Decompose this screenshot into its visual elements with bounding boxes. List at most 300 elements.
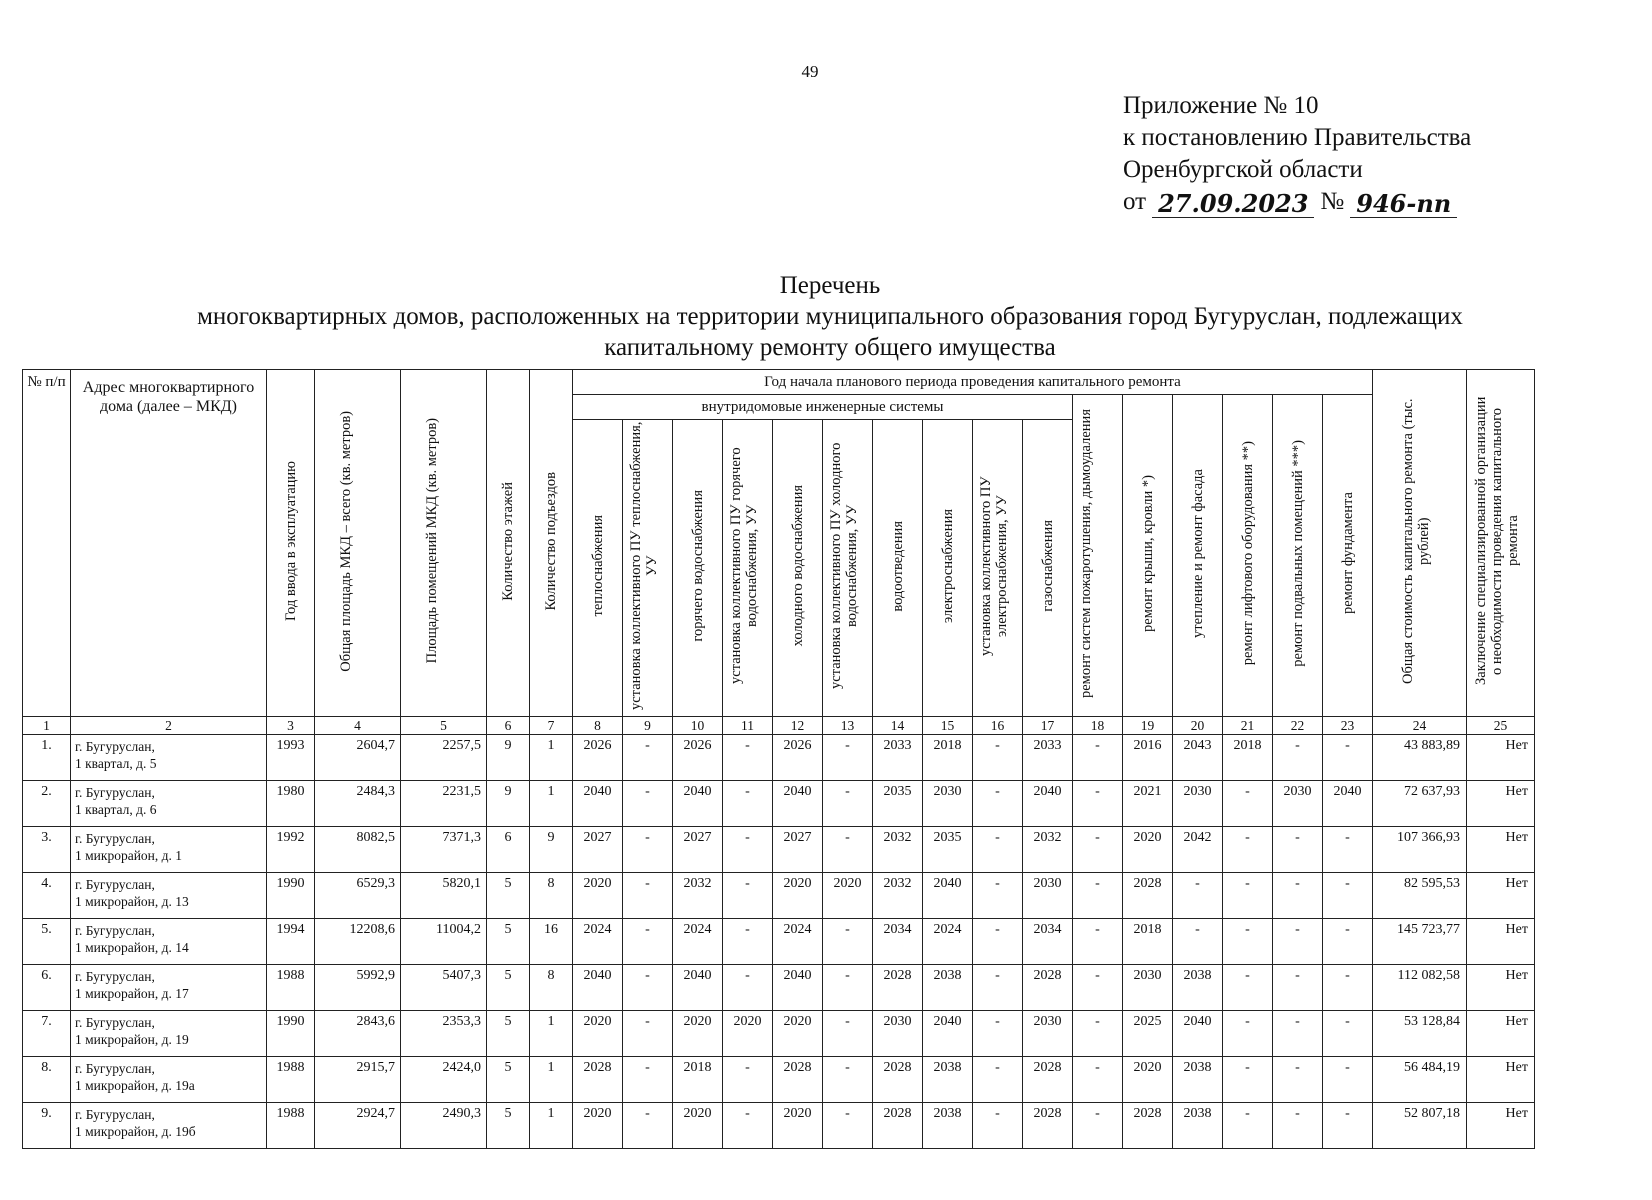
address-city: г. Бугуруслан, [75, 969, 155, 984]
appendix-block [1123, 90, 1471, 218]
table-cell: 2040 [673, 781, 723, 827]
table-cell: 2038 [1173, 1103, 1223, 1149]
address-house: 1 микрорайон, д. 19б [75, 1124, 196, 1139]
address-city: г. Бугуруслан, [75, 877, 155, 892]
table-cell: - [1323, 1011, 1373, 1057]
table-cell: - [1273, 1011, 1323, 1057]
header-c22: ремонт подвальных помещений ***) [1273, 395, 1323, 717]
table-cell: 16 [530, 919, 573, 965]
table-cell: 5820,1 [401, 873, 487, 919]
table-cell: - [973, 735, 1023, 781]
table-cell: 9 [487, 781, 530, 827]
table-cell: 82 595,53 [1373, 873, 1467, 919]
table-cell: - [973, 781, 1023, 827]
table-cell: - [623, 1057, 673, 1103]
table-cell: Нет [1467, 827, 1535, 873]
header-total-area: Общая площадь МКД – всего (кв. метров) [315, 370, 401, 717]
appendix-date-line [1123, 186, 1471, 218]
column-number: 2 [71, 717, 267, 735]
table-cell: 5992,9 [315, 965, 401, 1011]
header-premises-area: Площадь помещений МКД (кв. метров) [401, 370, 487, 717]
column-number: 18 [1073, 717, 1123, 735]
table-cell: 1 [530, 781, 573, 827]
table-cell: - [973, 827, 1023, 873]
table-cell: 2020 [723, 1011, 773, 1057]
header-c19: ремонт крыши, кровли *) [1123, 395, 1173, 717]
table-cell: 2028 [1023, 965, 1073, 1011]
handwritten-number: 946-пп [1350, 191, 1457, 218]
column-number: 13 [823, 717, 873, 735]
table-cell: 43 883,89 [1373, 735, 1467, 781]
address-house: 1 микрорайон, д. 17 [75, 986, 189, 1001]
table-cell: 1988 [267, 965, 315, 1011]
table-cell [71, 965, 267, 1011]
header-address: Адрес многоквартирного дома (далее – МКД) [71, 370, 267, 717]
table-cell: 2040 [773, 781, 823, 827]
table-cell: 2484,3 [315, 781, 401, 827]
table-cell: - [723, 1103, 773, 1149]
table-cell: Нет [1467, 1103, 1535, 1149]
table-cell: 1 [530, 1057, 573, 1103]
table-cell [71, 1103, 267, 1149]
table-cell: - [823, 781, 873, 827]
number-label: № [1320, 188, 1345, 215]
column-number: 14 [873, 717, 923, 735]
from-label: от [1123, 188, 1147, 215]
table-cell: - [723, 781, 773, 827]
table-cell: 2257,5 [401, 735, 487, 781]
table-cell: 2030 [923, 781, 973, 827]
table-cell: 2020 [773, 873, 823, 919]
column-number: 12 [773, 717, 823, 735]
table-cell: 2024 [773, 919, 823, 965]
table-cell: 2030 [873, 1011, 923, 1057]
table-cell: 2020 [673, 1103, 723, 1149]
table-cell: 1 [530, 1103, 573, 1149]
table-cell: 2021 [1123, 781, 1173, 827]
table-cell: - [1073, 1057, 1123, 1103]
table-cell: 5 [487, 1103, 530, 1149]
table-cell: - [1323, 965, 1373, 1011]
table-cell: - [723, 919, 773, 965]
table-cell: - [1073, 735, 1123, 781]
column-number: 4 [315, 717, 401, 735]
table-cell: 2043 [1173, 735, 1223, 781]
table-cell: 2030 [1273, 781, 1323, 827]
header-floors: Количество этажей [487, 370, 530, 717]
table-cell: 1988 [267, 1103, 315, 1149]
table-cell: 2038 [923, 1057, 973, 1103]
table-cell: Нет [1467, 735, 1535, 781]
table-cell: 2490,3 [401, 1103, 487, 1149]
table-cell: - [1073, 919, 1123, 965]
table-row [23, 873, 1535, 919]
header-c21: ремонт лифтового оборудования **) [1223, 395, 1273, 717]
table-cell: - [973, 1011, 1023, 1057]
table-cell: - [1323, 873, 1373, 919]
table-cell: 2027 [773, 827, 823, 873]
appendix-line-1: Приложение № 10 [1123, 92, 1319, 119]
address-city: г. Бугуруслан, [75, 831, 155, 846]
title-line-3: капитальному ремонту общего имущества [604, 334, 1056, 361]
table-cell: - [1173, 919, 1223, 965]
column-number: 8 [573, 717, 623, 735]
table-cell: - [1323, 827, 1373, 873]
column-number-row [23, 717, 1535, 735]
header-c14: водоотведения [873, 420, 923, 717]
column-number: 5 [401, 717, 487, 735]
table-cell: - [823, 1011, 873, 1057]
table-cell: 2038 [923, 965, 973, 1011]
table-cell: - [823, 1103, 873, 1149]
title-line-2: многоквартирных домов, расположенных на территории муниципального образования город Бугуруслан, подлежащих [197, 303, 1463, 330]
address-house: 1 квартал, д. 5 [75, 756, 157, 771]
address-city: г. Бугуруслан, [75, 1061, 155, 1076]
table-cell: 5 [487, 919, 530, 965]
table-cell: 2040 [923, 873, 973, 919]
table-cell: - [623, 735, 673, 781]
table-cell [71, 781, 267, 827]
table-cell [71, 1011, 267, 1057]
table-cell: - [1273, 1103, 1323, 1149]
table-cell: 5 [487, 1057, 530, 1103]
table-cell: - [1073, 781, 1123, 827]
header-total-cost: Общая стоимость капитального ремонта (тыс. рублей) [1373, 370, 1467, 717]
table-cell: 5407,3 [401, 965, 487, 1011]
column-number: 9 [623, 717, 673, 735]
houses-table [22, 369, 1535, 1149]
table-cell: 2018 [1123, 919, 1173, 965]
table-cell: 2028 [773, 1057, 823, 1103]
table-cell: - [1223, 965, 1273, 1011]
table-cell: - [723, 827, 773, 873]
column-number: 23 [1323, 717, 1373, 735]
table-cell [71, 735, 267, 781]
column-number: 19 [1123, 717, 1173, 735]
table-cell: 2231,5 [401, 781, 487, 827]
table-cell: 2020 [573, 873, 623, 919]
header-conclusion: Заключение специализированной организации о необходимости проведения капитального ремонта [1467, 370, 1535, 717]
table-cell: 11004,2 [401, 919, 487, 965]
table-cell: - [623, 827, 673, 873]
table-cell: 2040 [773, 965, 823, 1011]
table-cell: - [973, 919, 1023, 965]
table-row [23, 827, 1535, 873]
table-cell: 2020 [673, 1011, 723, 1057]
table-cell: - [623, 781, 673, 827]
column-number: 22 [1273, 717, 1323, 735]
table-cell: 2025 [1123, 1011, 1173, 1057]
table-cell: 7371,3 [401, 827, 487, 873]
table-cell: - [1323, 735, 1373, 781]
table-row [23, 735, 1535, 781]
table-cell: Нет [1467, 1011, 1535, 1057]
table-cell: - [1073, 827, 1123, 873]
column-number: 25 [1467, 717, 1535, 735]
table-cell: 1992 [267, 827, 315, 873]
header-c11: установка коллективного ПУ горячего водоснабжения, УУ [723, 420, 773, 717]
table-cell: - [1223, 781, 1273, 827]
table-cell: Нет [1467, 919, 1535, 965]
header-c18: ремонт систем пожаротушения, дымоудаления [1073, 395, 1123, 717]
table-cell: 2027 [673, 827, 723, 873]
title-line-1: Перечень [779, 272, 881, 299]
table-cell: - [1073, 1103, 1123, 1149]
table-cell: - [973, 965, 1023, 1011]
table-cell: 2035 [873, 781, 923, 827]
table-cell: 2040 [1173, 1011, 1223, 1057]
table-cell: 2020 [773, 1103, 823, 1149]
table-cell: 2032 [673, 873, 723, 919]
table-cell: - [1073, 873, 1123, 919]
table-cell: 2020 [1123, 827, 1173, 873]
column-number: 6 [487, 717, 530, 735]
table-cell: Нет [1467, 965, 1535, 1011]
table-cell: 107 366,93 [1373, 827, 1467, 873]
table-cell: - [973, 1103, 1023, 1149]
header-entrances: Количество подъездов [530, 370, 573, 717]
table-row [23, 781, 1535, 827]
table-cell: 2040 [673, 965, 723, 1011]
header-c13: установка коллективного ПУ холодного водоснабжения, УУ [823, 420, 873, 717]
column-number: 7 [530, 717, 573, 735]
header-c12: холодного водоснабжения [773, 420, 823, 717]
table-cell: 2028 [873, 1057, 923, 1103]
table-cell: 2026 [573, 735, 623, 781]
table-cell: - [1223, 1057, 1273, 1103]
table-row [23, 965, 1535, 1011]
table-cell: 1980 [267, 781, 315, 827]
table-row [23, 1103, 1535, 1149]
table-cell: - [1223, 1103, 1273, 1149]
table-cell: 1 [530, 1011, 573, 1057]
table-cell [71, 827, 267, 873]
table-cell: - [823, 919, 873, 965]
column-number: 1 [23, 717, 71, 735]
address-city: г. Бугуруслан, [75, 1015, 155, 1030]
table-cell: 6 [487, 827, 530, 873]
address-house: 1 микрорайон, д. 1 [75, 848, 183, 863]
table-cell: 2018 [923, 735, 973, 781]
table-cell: 56 484,19 [1373, 1057, 1467, 1103]
table-cell: 2034 [873, 919, 923, 965]
table-cell: 6. [23, 965, 71, 1011]
table-cell: 2424,0 [401, 1057, 487, 1103]
address-city: г. Бугуруслан, [75, 739, 155, 754]
table-cell: 5 [487, 873, 530, 919]
table-cell: - [623, 1103, 673, 1149]
table-cell: 2924,7 [315, 1103, 401, 1149]
page-number: 49 [801, 62, 819, 81]
table-cell: 5. [23, 919, 71, 965]
column-number: 10 [673, 717, 723, 735]
table-cell: 2034 [1023, 919, 1073, 965]
table-cell: 2024 [673, 919, 723, 965]
table-cell: 2033 [873, 735, 923, 781]
table-cell: 2038 [1173, 965, 1223, 1011]
table-cell: - [1273, 965, 1323, 1011]
table-row [23, 919, 1535, 965]
table-cell: - [973, 1057, 1023, 1103]
table-cell: 2604,7 [315, 735, 401, 781]
table-cell: - [623, 1011, 673, 1057]
header-c8: теплоснабжения [573, 420, 623, 717]
address-city: г. Бугуруслан, [75, 923, 155, 938]
table-cell: 2030 [1023, 873, 1073, 919]
table-cell: 8082,5 [315, 827, 401, 873]
table-cell [71, 873, 267, 919]
table-cell: 8 [530, 873, 573, 919]
table-cell: 2020 [823, 873, 873, 919]
table-cell: - [623, 873, 673, 919]
table-cell: 9 [530, 827, 573, 873]
address-city: г. Бугуруслан, [75, 1107, 155, 1122]
table-cell: 2040 [1323, 781, 1373, 827]
table-cell: - [723, 735, 773, 781]
header-c16: установка коллективного ПУ электроснабжения, УУ [973, 420, 1023, 717]
table-cell: - [1273, 827, 1323, 873]
table-cell: 3. [23, 827, 71, 873]
table-cell: - [823, 965, 873, 1011]
table-cell: 5 [487, 965, 530, 1011]
table-row [23, 1011, 1535, 1057]
table-cell: 2040 [573, 965, 623, 1011]
table-cell: 2038 [1173, 1057, 1223, 1103]
appendix-line-3: Оренбургской области [1123, 156, 1363, 183]
table-cell: 9 [487, 735, 530, 781]
table-cell: - [1323, 919, 1373, 965]
header-c17: газоснабжения [1023, 420, 1073, 717]
table-cell: 2032 [1023, 827, 1073, 873]
table-cell: - [1073, 1011, 1123, 1057]
appendix-line-2: к постановлению Правительства [1123, 124, 1472, 151]
table-cell: 2. [23, 781, 71, 827]
table-cell: - [623, 965, 673, 1011]
address-house: 1 квартал, д. 6 [75, 802, 157, 817]
header-year: Год ввода в эксплуатацию [267, 370, 315, 717]
column-number: 16 [973, 717, 1023, 735]
table-cell: 2032 [873, 827, 923, 873]
column-number: 20 [1173, 717, 1223, 735]
table-cell: 2033 [1023, 735, 1073, 781]
table-cell: - [823, 1057, 873, 1103]
table-cell: - [1073, 965, 1123, 1011]
table-cell: 1988 [267, 1057, 315, 1103]
column-number: 21 [1223, 717, 1273, 735]
table-cell: 6529,3 [315, 873, 401, 919]
header-c20: утепление и ремонт фасада [1173, 395, 1223, 717]
table-cell: Нет [1467, 1057, 1535, 1103]
table-cell: 1994 [267, 919, 315, 965]
table-cell: - [1273, 735, 1323, 781]
table-cell: 2018 [1223, 735, 1273, 781]
table-cell: - [1273, 1057, 1323, 1103]
table-cell: 2027 [573, 827, 623, 873]
column-number: 3 [267, 717, 315, 735]
table-cell: 72 637,93 [1373, 781, 1467, 827]
table-cell: 9. [23, 1103, 71, 1149]
column-number: 17 [1023, 717, 1073, 735]
column-number: 11 [723, 717, 773, 735]
table-cell: 2028 [1123, 873, 1173, 919]
header-c9: установка коллективного ПУ теплоснабжения, УУ [623, 420, 673, 717]
table-cell: 8. [23, 1057, 71, 1103]
table-cell: 52 807,18 [1373, 1103, 1467, 1149]
table-cell: 1. [23, 735, 71, 781]
table-cell: 2020 [573, 1011, 623, 1057]
table-cell: - [1223, 827, 1273, 873]
header-planned-period: Год начала планового периода проведения капитального ремонта [573, 370, 1373, 395]
table-cell: 2040 [573, 781, 623, 827]
table-cell: 4. [23, 873, 71, 919]
table-cell: 2040 [1023, 781, 1073, 827]
table-cell [71, 919, 267, 965]
table-cell: 5 [487, 1011, 530, 1057]
column-number: 24 [1373, 717, 1467, 735]
table-cell: 12208,6 [315, 919, 401, 965]
document-title [60, 270, 1600, 363]
table-cell: 2030 [1123, 965, 1173, 1011]
table-cell: 7. [23, 1011, 71, 1057]
address-house: 1 микрорайон, д. 19а [75, 1078, 195, 1093]
table-cell: - [1323, 1103, 1373, 1149]
table-cell: 1990 [267, 873, 315, 919]
table-cell: - [1323, 1057, 1373, 1103]
table-cell: 2042 [1173, 827, 1223, 873]
table-cell: 2024 [573, 919, 623, 965]
table-cell: 112 082,58 [1373, 965, 1467, 1011]
table-cell: 2035 [923, 827, 973, 873]
table-cell: 2026 [773, 735, 823, 781]
table-cell: 2026 [673, 735, 723, 781]
table-cell: 2353,3 [401, 1011, 487, 1057]
table-cell: 2040 [923, 1011, 973, 1057]
table-cell: - [1223, 873, 1273, 919]
address-house: 1 микрорайон, д. 14 [75, 940, 189, 955]
table-cell: 2024 [923, 919, 973, 965]
address-house: 1 микрорайон, д. 19 [75, 1032, 189, 1047]
table-cell: 2028 [573, 1057, 623, 1103]
header-c10: горячего водоснабжения [673, 420, 723, 717]
table-cell: 2020 [773, 1011, 823, 1057]
table-cell: 2028 [1023, 1057, 1073, 1103]
table-cell: 1 [530, 735, 573, 781]
handwritten-date: 27.09.2023 [1152, 191, 1314, 218]
table-cell: 1990 [267, 1011, 315, 1057]
table-cell: 2032 [873, 873, 923, 919]
header-c23: ремонт фундамента [1323, 395, 1373, 717]
table-row [23, 1057, 1535, 1103]
table-cell: 2028 [873, 1103, 923, 1149]
table-cell: 2038 [923, 1103, 973, 1149]
table-cell: - [823, 735, 873, 781]
table-cell: 2028 [873, 965, 923, 1011]
table-cell: 8 [530, 965, 573, 1011]
table-cell: 145 723,77 [1373, 919, 1467, 965]
table-cell: 2030 [1023, 1011, 1073, 1057]
table-cell: 2018 [673, 1057, 723, 1103]
table-cell: 53 128,84 [1373, 1011, 1467, 1057]
table-cell: 2843,6 [315, 1011, 401, 1057]
table-cell: 2915,7 [315, 1057, 401, 1103]
table-cell: - [723, 873, 773, 919]
table-cell: Нет [1467, 873, 1535, 919]
table-cell: - [973, 873, 1023, 919]
table-cell: - [1273, 873, 1323, 919]
table-cell: 2028 [1123, 1103, 1173, 1149]
houses-table-wrapper [22, 369, 1535, 1149]
table-cell: - [1223, 919, 1273, 965]
